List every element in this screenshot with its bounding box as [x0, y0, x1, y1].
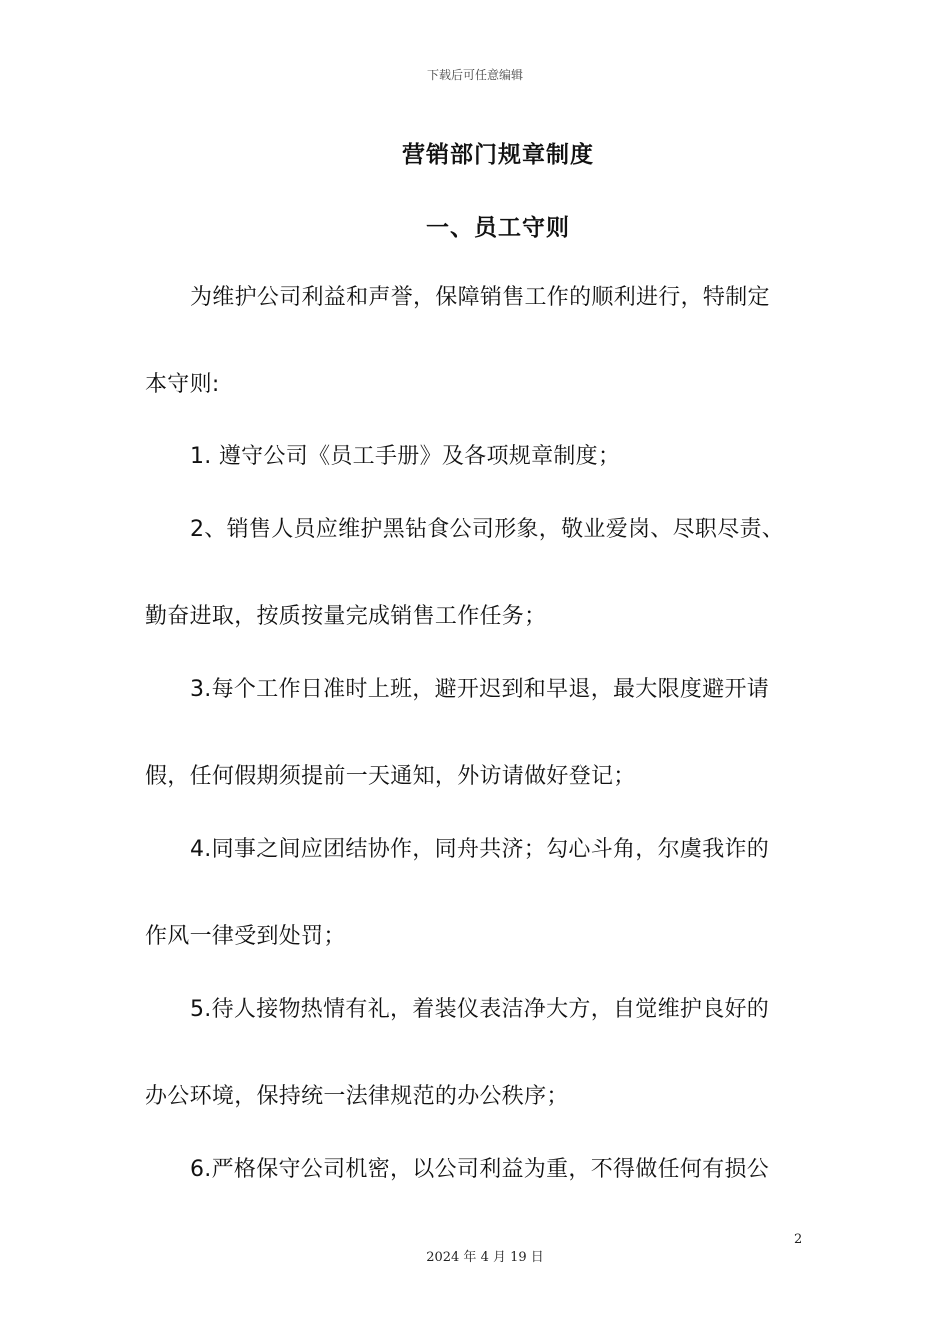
- body-line: 5.待人接物热情有礼，着装仪表洁净大方，自觉维护良好的: [190, 997, 770, 1022]
- footer-date: 2024 年 4 月 19 日: [426, 1250, 544, 1265]
- body-line: 假，任何假期须提前一天通知，外访请做好登记；: [145, 764, 636, 789]
- document-title: 营销部门规章制度: [402, 142, 594, 168]
- body-line: 勤奋进取，按质按量完成销售工作任务；: [145, 604, 547, 629]
- body-line: 4.同事之间应团结协作，同舟共济；勾心斗角，尔虞我诈的: [190, 837, 770, 862]
- header-note: 下载后可任意编辑: [426, 68, 523, 82]
- body-line: 本守则:: [145, 372, 220, 397]
- body-line: 3.每个工作日准时上班，避开迟到和早退，最大限度避开请: [190, 677, 770, 702]
- section-title: 一、员工守则: [426, 215, 570, 241]
- body-line: 6.严格保守公司机密，以公司利益为重，不得做任何有损公: [190, 1157, 770, 1182]
- body-line: 1. 遵守公司《员工手册》及各项规章制度；: [190, 444, 621, 469]
- body-line: 为维护公司利益和声誉，保障销售工作的顺利进行，特制定: [190, 285, 770, 310]
- page-number: 2: [794, 1232, 803, 1247]
- body-line: 作风一律受到处罚；: [145, 924, 346, 949]
- body-line: 2、销售人员应维护黑钻食公司形象，敬业爱岗、尽职尽责、: [190, 517, 785, 542]
- body-line: 办公环境，保持统一法律规范的办公秩序；: [145, 1084, 569, 1109]
